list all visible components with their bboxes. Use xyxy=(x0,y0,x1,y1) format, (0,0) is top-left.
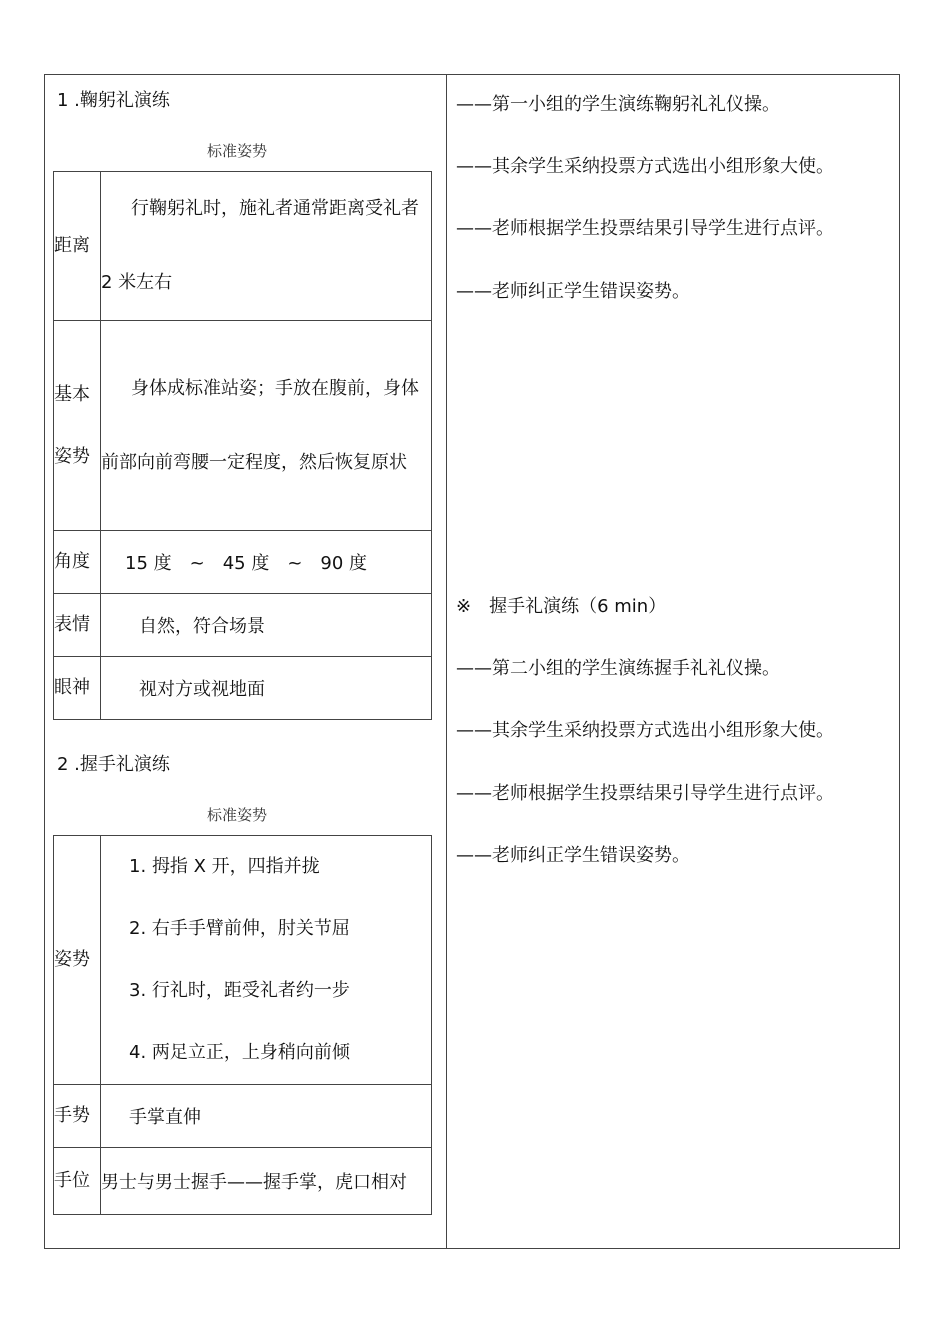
row-label: 手位 xyxy=(54,1148,101,1215)
row-label: 角度 xyxy=(54,531,101,594)
column-divider xyxy=(446,74,447,1249)
list-item: 3. 行礼时，距受礼者约一步 xyxy=(129,980,350,1001)
bow-standard-table xyxy=(53,171,432,720)
row-value: 行鞠躬礼时，施礼者通常距离受礼者 2 米左右 xyxy=(101,172,432,321)
section2-heading: 2 .握手礼演练 xyxy=(57,754,170,775)
row-value: 15 度 ~ 45 度 ~ 90 度 xyxy=(101,531,432,594)
list-item: 2. 右手手臂前伸，肘关节屈 xyxy=(129,918,350,939)
activity-line: ——老师纠正学生错误姿势。 xyxy=(456,281,690,302)
activity-line: ——第二小组的学生演练握手礼礼仪操。 xyxy=(456,658,780,679)
section1-caption: 标准姿势 xyxy=(207,142,268,160)
table-row xyxy=(54,594,432,657)
table-row xyxy=(54,836,432,1085)
row-value: 自然，符合场景 xyxy=(101,594,432,657)
table-row xyxy=(54,172,432,321)
row-label: 距离 xyxy=(54,172,101,321)
table-row xyxy=(54,531,432,594)
activity-line: ——老师纠正学生错误姿势。 xyxy=(456,845,690,866)
section2-caption: 标准姿势 xyxy=(207,806,268,824)
table-row xyxy=(54,1148,432,1215)
table-row xyxy=(54,321,432,531)
row-value: 手掌直伸 xyxy=(101,1085,432,1148)
row-label: 姿势 xyxy=(54,836,101,1085)
activity-line: ——第一小组的学生演练鞠躬礼礼仪操。 xyxy=(456,94,780,115)
list-item: 4. 两足立正，上身稍向前倾 xyxy=(129,1042,350,1063)
activity-line: ——其余学生采纳投票方式选出小组形象大使。 xyxy=(456,720,834,741)
row-label: 表情 xyxy=(54,594,101,657)
list-item: 1. 拇指 X 开，四指并拢 xyxy=(129,856,320,877)
activity-line: ——其余学生采纳投票方式选出小组形象大使。 xyxy=(456,156,834,177)
handshake-section-title: ※ 握手礼演练（6 min） xyxy=(456,596,667,617)
activity-line: ——老师根据学生投票结果引导学生进行点评。 xyxy=(456,783,834,804)
section1-heading: 1 .鞠躬礼演练 xyxy=(57,90,170,111)
row-value: 身体成标准站姿；手放在腹前，身体前部向前弯腰一定程度，然后恢复原状 xyxy=(101,321,432,531)
handshake-standard-table xyxy=(53,835,432,1215)
posture-list xyxy=(101,836,432,1085)
table-row xyxy=(54,1085,432,1148)
row-value: 视对方或视地面 xyxy=(101,657,432,720)
activity-line: ——老师根据学生投票结果引导学生进行点评。 xyxy=(456,218,834,239)
row-label: 手势 xyxy=(54,1085,101,1148)
table-row xyxy=(54,657,432,720)
row-label: 眼神 xyxy=(54,657,101,720)
row-label: 基本姿势 xyxy=(54,321,101,531)
row-value: 男士与男士握手——握手掌，虎口相对 xyxy=(101,1148,432,1215)
